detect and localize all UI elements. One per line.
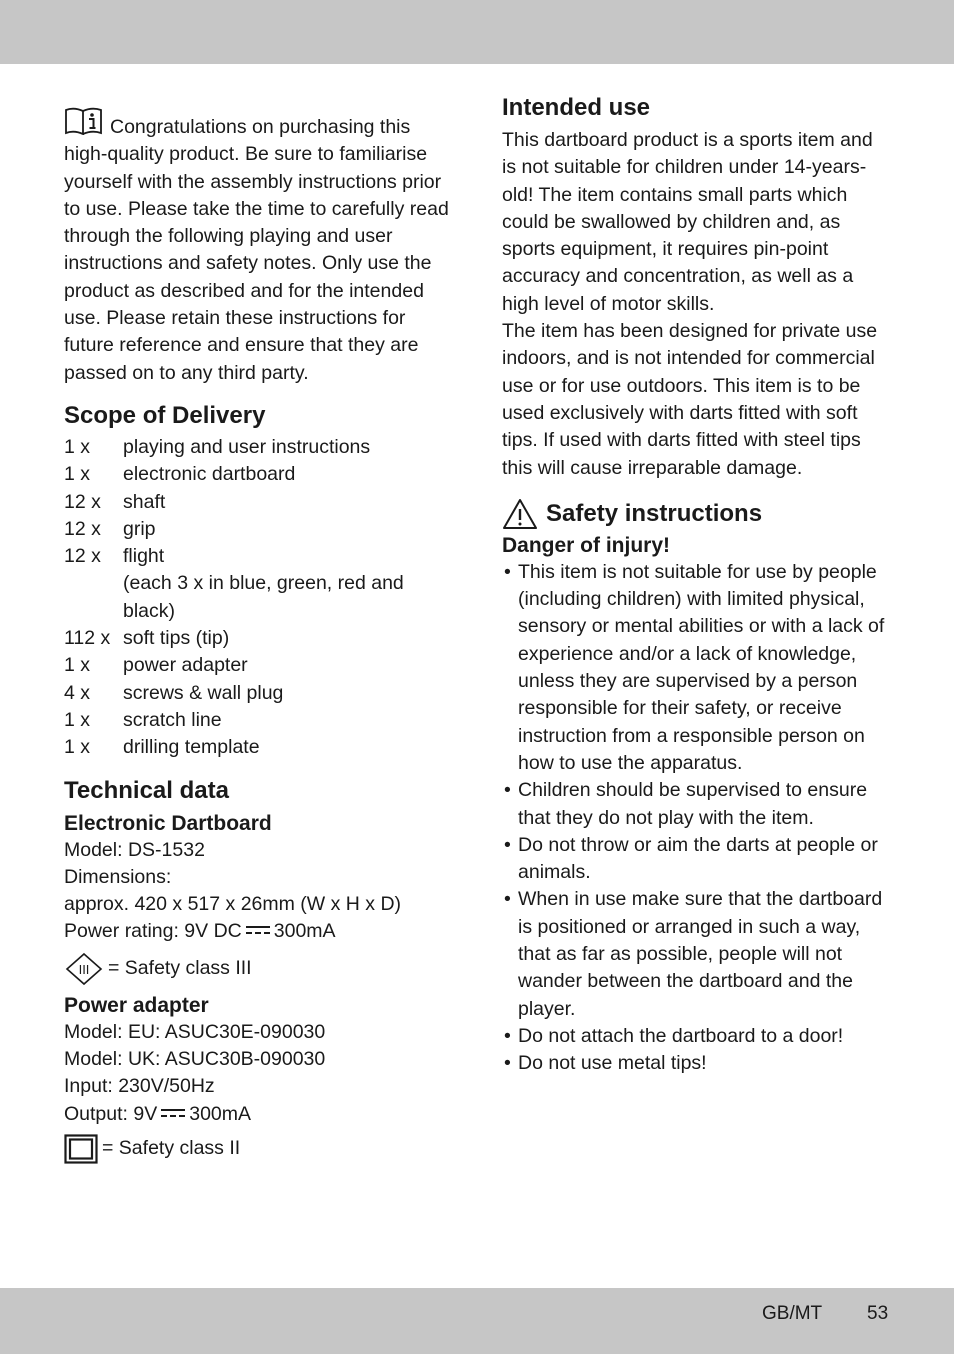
power-rating: Power rating: 9V DC 300mA — [64, 920, 336, 943]
intended-paragraph-2: The item has been designed for private use indoors, and is not intended for commercial use or for use outdoors. This item is to be used exclusively with darts fitted with soft tips. If used with darts fitted with steel tips this will cause irreparable damage. — [502, 320, 878, 479]
list-item: 12 x shaft — [64, 490, 166, 513]
safety-class-ii-label: = Safety class II — [102, 1137, 241, 1160]
dartboard-model: Model: DS-1532 — [64, 838, 205, 861]
scope-list — [64, 434, 456, 762]
dimensions-value: approx. 420 x 517 x 26mm (W x H x D) — [64, 893, 402, 916]
list-item: 1 x electronic dartboard — [64, 463, 296, 486]
warning-triangle-icon — [502, 498, 538, 530]
intended-heading: Intended use — [502, 94, 651, 121]
safety-heading-text: Safety instructions — [546, 499, 763, 527]
list-item: • Children should be supervised to ensure that they do not play with the item. — [502, 777, 892, 832]
list-item: 12 x grip — [64, 517, 156, 540]
safety-list — [502, 559, 892, 1078]
list-item: • Do not attach the dartboard to a door! — [502, 1023, 892, 1050]
list-item: • When in use make sure that the dartboard is positioned or arranged in such a way, that as far as possible, people will not wander between the dartboard and the player. — [502, 886, 892, 1022]
list-item: • This item is not suitable for use by people (including children) with limited physical, sensory or mental abilities or with a lack of experience and/or a lack of knowledge, unless they are supervised by a person responsible for their safety, or receive instruction from a responsible person on how to use the apparatus. — [502, 559, 892, 777]
list-item: 1 x playing and user instructions — [64, 435, 371, 458]
right-column — [502, 93, 892, 1078]
list-item: • Do not throw or aim the darts at people or animals. — [502, 832, 892, 887]
danger-heading: Danger of injury! — [502, 533, 671, 557]
header-bar — [0, 0, 954, 64]
list-item: 1 x scratch line — [64, 708, 222, 731]
adapter-output: Output: 9V 300mA — [64, 1102, 252, 1125]
list-item: 12 x flight — [64, 545, 165, 568]
list-item: 4 x screws & wall plug — [64, 681, 284, 704]
intro-text: Congratulations on purchasing this high-quality product. Be sure to familiarise yourself with the assembly instructions prior to use. Please take the time to carefully read through the following playing and user instructions and safety notes. Only use the product as described and for the intended use. Please retain these instructions for future reference and ensure that they are passed on to any third party. — [64, 116, 449, 384]
safety-class-ii-icon — [64, 1134, 98, 1164]
list-item: 1 x power adapter — [64, 654, 248, 677]
scope-heading: Scope of Delivery — [64, 401, 266, 429]
adapter-heading: Power adapter — [64, 993, 209, 1017]
list-item: • Do not use metal tips! — [502, 1050, 892, 1077]
dartboard-heading: Electronic Dartboard — [64, 811, 272, 835]
safety-class-ii — [64, 1134, 456, 1164]
list-item: (each 3 x in blue, green, red and black) — [123, 572, 404, 622]
dc-symbol-icon — [161, 1109, 185, 1119]
adapter-model-eu: Model: EU: ASUC30E-090030 — [64, 1020, 326, 1043]
adapter-input: Input: 230V/50Hz — [64, 1075, 215, 1098]
adapter-model-uk: Model: UK: ASUC30B-090030 — [64, 1048, 326, 1071]
info-book-icon — [64, 107, 104, 135]
safety-class-iii-icon — [64, 952, 104, 986]
footer-language: GB/MT — [762, 1303, 823, 1324]
left-column — [64, 107, 456, 1164]
dc-symbol-icon — [246, 926, 270, 936]
svg-text:III: III — [78, 961, 90, 977]
safety-class-iii — [64, 952, 456, 986]
intro-paragraph — [64, 107, 456, 387]
intended-paragraph-1: This dartboard product is a sports item and is not suitable for children under 14-years-old! The item contains small parts which could be swallowed by children and, as sports equipment, it requires pin-point accuracy and concentration, as well as a high level of motor skills. — [502, 129, 873, 315]
safety-class-iii-label: = Safety class III — [108, 957, 252, 980]
safety-heading — [502, 498, 892, 530]
page-number: 53 — [867, 1303, 889, 1324]
list-item: 1 x drilling template — [64, 736, 260, 759]
dimensions-label: Dimensions: — [64, 865, 172, 888]
technical-heading: Technical data — [64, 776, 229, 804]
list-item: 112 x soft tips (tip) — [64, 627, 230, 650]
